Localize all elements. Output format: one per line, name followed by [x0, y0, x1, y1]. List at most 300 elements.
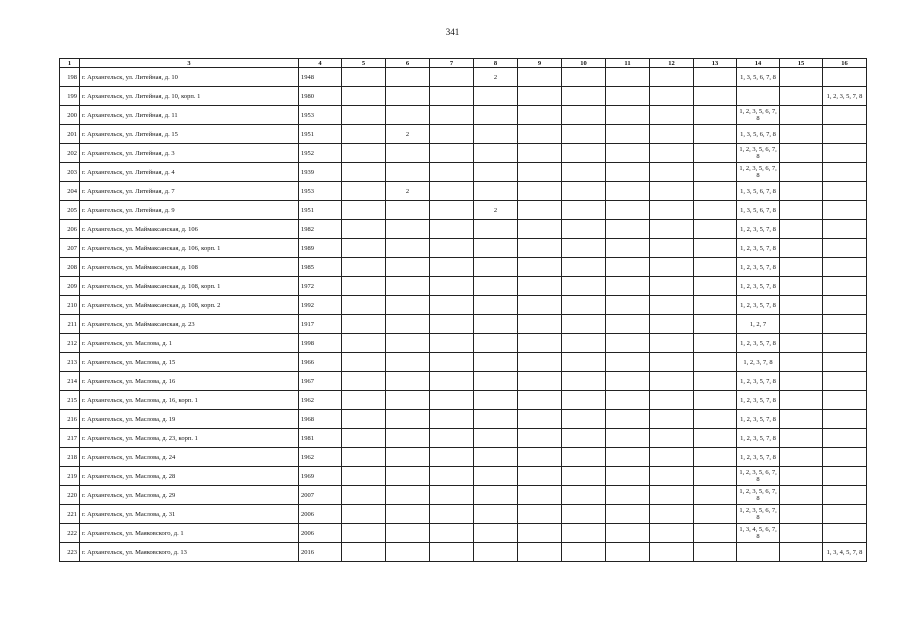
col-11-cell — [606, 448, 650, 467]
col-14-cell: 1, 3, 5, 6, 7, 8 — [737, 201, 780, 220]
col-6-cell — [386, 201, 430, 220]
col-14-cell: 1, 2, 3, 5, 7, 8 — [737, 239, 780, 258]
col-10-cell — [562, 524, 606, 543]
col-15-cell — [780, 524, 823, 543]
col-16-cell: 1, 3, 4, 5, 7, 8 — [823, 543, 867, 562]
col-7-cell — [430, 258, 474, 277]
col-15-cell — [780, 68, 823, 87]
col-10-cell — [562, 334, 606, 353]
col-8-cell — [474, 182, 518, 201]
col-8-cell — [474, 486, 518, 505]
col-7-cell — [430, 68, 474, 87]
col-10-cell — [562, 505, 606, 524]
row-number-cell: 209 — [60, 277, 80, 296]
col-7-cell — [430, 239, 474, 258]
col-12-cell — [650, 87, 694, 106]
year-cell: 2006 — [299, 505, 342, 524]
year-cell: 1962 — [299, 448, 342, 467]
column-header: 6 — [386, 59, 430, 68]
col-5-cell — [342, 182, 386, 201]
col-13-cell — [694, 87, 737, 106]
col-13-cell — [694, 201, 737, 220]
column-header: 7 — [430, 59, 474, 68]
table-row — [60, 353, 867, 372]
column-header: 13 — [694, 59, 737, 68]
col-6-cell — [386, 448, 430, 467]
col-11-cell — [606, 68, 650, 87]
col-11-cell — [606, 220, 650, 239]
col-14-cell — [737, 543, 780, 562]
col-11-cell — [606, 201, 650, 220]
table-row — [60, 144, 867, 163]
col-7-cell — [430, 429, 474, 448]
col-6-cell — [386, 372, 430, 391]
col-14-cell: 1, 2, 3, 5, 7, 8 — [737, 334, 780, 353]
row-number-cell: 210 — [60, 296, 80, 315]
col-7-cell — [430, 296, 474, 315]
col-5-cell — [342, 163, 386, 182]
row-number-cell: 217 — [60, 429, 80, 448]
year-cell: 1917 — [299, 315, 342, 334]
col-9-cell — [518, 220, 562, 239]
col-10-cell — [562, 429, 606, 448]
col-8-cell: 2 — [474, 68, 518, 87]
col-7-cell — [430, 353, 474, 372]
col-12-cell — [650, 505, 694, 524]
col-16-cell — [823, 220, 867, 239]
table-row — [60, 391, 867, 410]
col-14-cell: 1, 2, 3, 5, 7, 8 — [737, 429, 780, 448]
col-13-cell — [694, 467, 737, 486]
row-number-cell: 213 — [60, 353, 80, 372]
col-11-cell — [606, 486, 650, 505]
column-header: 3 — [80, 59, 299, 68]
col-11-cell — [606, 372, 650, 391]
col-5-cell — [342, 239, 386, 258]
col-9-cell — [518, 505, 562, 524]
address-cell: г. Архангельск, ул. Маймаксанская, д. 108, корп. 1 — [80, 277, 299, 296]
col-8-cell — [474, 277, 518, 296]
col-15-cell — [780, 125, 823, 144]
address-cell: г. Архангельск, ул. Литейная, д. 10 — [80, 68, 299, 87]
col-16-cell — [823, 201, 867, 220]
row-number-cell: 219 — [60, 467, 80, 486]
col-9-cell — [518, 239, 562, 258]
col-9-cell — [518, 258, 562, 277]
col-13-cell — [694, 372, 737, 391]
col-13-cell — [694, 505, 737, 524]
col-7-cell — [430, 277, 474, 296]
col-6-cell — [386, 296, 430, 315]
col-9-cell — [518, 106, 562, 125]
col-13-cell — [694, 277, 737, 296]
col-9-cell — [518, 163, 562, 182]
col-9-cell — [518, 372, 562, 391]
col-13-cell — [694, 68, 737, 87]
col-16-cell — [823, 239, 867, 258]
col-13-cell — [694, 239, 737, 258]
col-13-cell — [694, 486, 737, 505]
col-15-cell — [780, 239, 823, 258]
address-cell: г. Архангельск, ул. Маслова, д. 31 — [80, 505, 299, 524]
col-16-cell — [823, 277, 867, 296]
col-5-cell — [342, 467, 386, 486]
col-8-cell — [474, 87, 518, 106]
col-6-cell — [386, 163, 430, 182]
col-15-cell — [780, 144, 823, 163]
year-cell: 1972 — [299, 277, 342, 296]
address-cell: г. Архангельск, ул. Литейная, д. 11 — [80, 106, 299, 125]
col-8-cell — [474, 239, 518, 258]
col-15-cell — [780, 163, 823, 182]
table-row — [60, 448, 867, 467]
table-row — [60, 258, 867, 277]
col-9-cell — [518, 448, 562, 467]
col-10-cell — [562, 239, 606, 258]
table-row — [60, 277, 867, 296]
col-16-cell — [823, 125, 867, 144]
address-cell: г. Архангельск, ул. Литейная, д. 15 — [80, 125, 299, 144]
col-11-cell — [606, 258, 650, 277]
col-16-cell — [823, 296, 867, 315]
page-number: 341 — [445, 27, 460, 37]
col-11-cell — [606, 182, 650, 201]
col-8-cell — [474, 372, 518, 391]
col-7-cell — [430, 524, 474, 543]
col-9-cell — [518, 296, 562, 315]
col-5-cell — [342, 334, 386, 353]
col-10-cell — [562, 410, 606, 429]
table-row — [60, 429, 867, 448]
col-12-cell — [650, 353, 694, 372]
col-7-cell — [430, 467, 474, 486]
col-6-cell — [386, 334, 430, 353]
col-14-cell: 1, 2, 3, 5, 6, 7, 8 — [737, 505, 780, 524]
col-12-cell — [650, 334, 694, 353]
column-header: 15 — [780, 59, 823, 68]
row-number-cell: 216 — [60, 410, 80, 429]
col-14-cell — [737, 87, 780, 106]
col-15-cell — [780, 429, 823, 448]
column-header: 5 — [342, 59, 386, 68]
col-10-cell — [562, 543, 606, 562]
col-11-cell — [606, 277, 650, 296]
col-7-cell — [430, 410, 474, 429]
col-10-cell — [562, 182, 606, 201]
col-11-cell — [606, 106, 650, 125]
col-14-cell: 1, 2, 3, 5, 7, 8 — [737, 296, 780, 315]
col-5-cell — [342, 277, 386, 296]
col-13-cell — [694, 182, 737, 201]
address-cell: г. Архангельск, ул. Литейная, д. 3 — [80, 144, 299, 163]
row-number-cell: 199 — [60, 87, 80, 106]
row-number-cell: 202 — [60, 144, 80, 163]
table-row — [60, 372, 867, 391]
col-7-cell — [430, 144, 474, 163]
col-15-cell — [780, 467, 823, 486]
year-cell: 1968 — [299, 410, 342, 429]
col-12-cell — [650, 429, 694, 448]
col-15-cell — [780, 258, 823, 277]
col-5-cell — [342, 87, 386, 106]
col-9-cell — [518, 486, 562, 505]
table-row — [60, 315, 867, 334]
col-13-cell — [694, 353, 737, 372]
table-row — [60, 239, 867, 258]
col-9-cell — [518, 125, 562, 144]
col-5-cell — [342, 144, 386, 163]
table-row — [60, 543, 867, 562]
address-cell: г. Архангельск, ул. Литейная, д. 9 — [80, 201, 299, 220]
address-cell: г. Архангельск, ул. Маяковского, д. 1 — [80, 524, 299, 543]
col-11-cell — [606, 505, 650, 524]
year-cell: 2007 — [299, 486, 342, 505]
address-cell: г. Архангельск, ул. Маяковского, д. 13 — [80, 543, 299, 562]
address-cell: г. Архангельск, ул. Маймаксанская, д. 23 — [80, 315, 299, 334]
col-7-cell — [430, 87, 474, 106]
col-12-cell — [650, 296, 694, 315]
col-7-cell — [430, 182, 474, 201]
col-10-cell — [562, 486, 606, 505]
table-row — [60, 68, 867, 87]
col-11-cell — [606, 410, 650, 429]
col-9-cell — [518, 410, 562, 429]
col-9-cell — [518, 543, 562, 562]
col-9-cell — [518, 144, 562, 163]
table-row — [60, 467, 867, 486]
col-14-cell: 1, 3, 5, 6, 7, 8 — [737, 182, 780, 201]
col-8-cell — [474, 353, 518, 372]
year-cell: 1952 — [299, 144, 342, 163]
address-cell: г. Архангельск, ул. Маймаксанская, д. 108 — [80, 258, 299, 277]
year-cell: 1985 — [299, 258, 342, 277]
col-9-cell — [518, 334, 562, 353]
col-5-cell — [342, 220, 386, 239]
col-6-cell — [386, 486, 430, 505]
col-12-cell — [650, 258, 694, 277]
col-11-cell — [606, 87, 650, 106]
col-11-cell — [606, 125, 650, 144]
row-number-cell: 198 — [60, 68, 80, 87]
col-7-cell — [430, 486, 474, 505]
col-12-cell — [650, 315, 694, 334]
year-cell: 1953 — [299, 182, 342, 201]
year-cell: 1966 — [299, 353, 342, 372]
col-11-cell — [606, 163, 650, 182]
col-13-cell — [694, 448, 737, 467]
year-cell: 1962 — [299, 391, 342, 410]
col-10-cell — [562, 277, 606, 296]
col-5-cell — [342, 353, 386, 372]
col-16-cell — [823, 524, 867, 543]
column-header: 16 — [823, 59, 867, 68]
col-8-cell — [474, 410, 518, 429]
col-11-cell — [606, 543, 650, 562]
col-12-cell — [650, 68, 694, 87]
col-16-cell — [823, 467, 867, 486]
col-14-cell: 1, 2, 7 — [737, 315, 780, 334]
col-10-cell — [562, 144, 606, 163]
col-11-cell — [606, 239, 650, 258]
col-14-cell: 1, 2, 3, 7, 8 — [737, 353, 780, 372]
column-header: 14 — [737, 59, 780, 68]
table-row — [60, 163, 867, 182]
address-cell: г. Архангельск, ул. Маслова, д. 24 — [80, 448, 299, 467]
year-cell: 1967 — [299, 372, 342, 391]
col-8-cell — [474, 125, 518, 144]
table-row — [60, 220, 867, 239]
col-5-cell — [342, 315, 386, 334]
col-15-cell — [780, 201, 823, 220]
table-row — [60, 505, 867, 524]
year-cell: 1998 — [299, 334, 342, 353]
col-15-cell — [780, 220, 823, 239]
col-5-cell — [342, 258, 386, 277]
column-header: 4 — [299, 59, 342, 68]
col-6-cell — [386, 68, 430, 87]
col-7-cell — [430, 220, 474, 239]
address-cell: г. Архангельск, ул. Маслова, д. 28 — [80, 467, 299, 486]
col-15-cell — [780, 296, 823, 315]
col-13-cell — [694, 258, 737, 277]
col-16-cell — [823, 486, 867, 505]
col-8-cell: 2 — [474, 201, 518, 220]
row-number-cell: 220 — [60, 486, 80, 505]
row-number-cell: 207 — [60, 239, 80, 258]
col-15-cell — [780, 543, 823, 562]
col-15-cell — [780, 353, 823, 372]
col-15-cell — [780, 410, 823, 429]
col-10-cell — [562, 353, 606, 372]
col-6-cell — [386, 315, 430, 334]
table-row — [60, 125, 867, 144]
row-number-cell: 215 — [60, 391, 80, 410]
col-7-cell — [430, 106, 474, 125]
table-row — [60, 410, 867, 429]
col-16-cell — [823, 448, 867, 467]
col-6-cell: 2 — [386, 182, 430, 201]
col-14-cell: 1, 2, 3, 5, 6, 7, 8 — [737, 144, 780, 163]
housing-register-table — [59, 58, 867, 562]
col-8-cell — [474, 258, 518, 277]
table-row — [60, 87, 867, 106]
col-9-cell — [518, 467, 562, 486]
row-number-cell: 206 — [60, 220, 80, 239]
col-15-cell — [780, 486, 823, 505]
col-10-cell — [562, 467, 606, 486]
col-13-cell — [694, 163, 737, 182]
col-13-cell — [694, 410, 737, 429]
col-14-cell: 1, 2, 3, 5, 7, 8 — [737, 277, 780, 296]
col-14-cell: 1, 2, 3, 5, 7, 8 — [737, 391, 780, 410]
col-16-cell — [823, 144, 867, 163]
col-8-cell — [474, 163, 518, 182]
col-9-cell — [518, 87, 562, 106]
col-10-cell — [562, 68, 606, 87]
year-cell: 2006 — [299, 524, 342, 543]
col-12-cell — [650, 106, 694, 125]
col-8-cell — [474, 106, 518, 125]
year-cell: 1981 — [299, 429, 342, 448]
col-11-cell — [606, 144, 650, 163]
row-number-cell: 200 — [60, 106, 80, 125]
address-cell: г. Архангельск, ул. Маслова, д. 16, корп. 1 — [80, 391, 299, 410]
col-7-cell — [430, 505, 474, 524]
col-11-cell — [606, 429, 650, 448]
col-11-cell — [606, 391, 650, 410]
col-12-cell — [650, 163, 694, 182]
col-10-cell — [562, 391, 606, 410]
col-14-cell: 1, 2, 3, 5, 7, 8 — [737, 220, 780, 239]
year-cell: 1939 — [299, 163, 342, 182]
address-cell: г. Архангельск, ул. Маслова, д. 1 — [80, 334, 299, 353]
col-15-cell — [780, 391, 823, 410]
col-10-cell — [562, 315, 606, 334]
column-header: 9 — [518, 59, 562, 68]
col-13-cell — [694, 220, 737, 239]
col-6-cell — [386, 467, 430, 486]
col-13-cell — [694, 144, 737, 163]
address-cell: г. Архангельск, ул. Маслова, д. 15 — [80, 353, 299, 372]
col-14-cell: 1, 3, 5, 6, 7, 8 — [737, 68, 780, 87]
col-16-cell — [823, 315, 867, 334]
col-6-cell — [386, 106, 430, 125]
col-7-cell — [430, 315, 474, 334]
col-12-cell — [650, 144, 694, 163]
col-15-cell — [780, 277, 823, 296]
row-number-cell: 214 — [60, 372, 80, 391]
row-number-cell: 212 — [60, 334, 80, 353]
col-8-cell — [474, 144, 518, 163]
col-14-cell: 1, 3, 5, 6, 7, 8 — [737, 125, 780, 144]
col-11-cell — [606, 467, 650, 486]
col-6-cell: 2 — [386, 125, 430, 144]
col-16-cell — [823, 106, 867, 125]
col-5-cell — [342, 201, 386, 220]
col-9-cell — [518, 524, 562, 543]
row-number-cell: 218 — [60, 448, 80, 467]
year-cell: 1951 — [299, 201, 342, 220]
table-header-row — [60, 59, 867, 68]
col-7-cell — [430, 391, 474, 410]
row-number-cell: 201 — [60, 125, 80, 144]
col-7-cell — [430, 543, 474, 562]
col-10-cell — [562, 448, 606, 467]
row-number-cell: 221 — [60, 505, 80, 524]
col-8-cell — [474, 391, 518, 410]
col-12-cell — [650, 239, 694, 258]
col-5-cell — [342, 372, 386, 391]
col-13-cell — [694, 429, 737, 448]
col-6-cell — [386, 353, 430, 372]
col-16-cell — [823, 410, 867, 429]
col-15-cell — [780, 448, 823, 467]
col-8-cell — [474, 296, 518, 315]
col-15-cell — [780, 505, 823, 524]
column-header: 12 — [650, 59, 694, 68]
col-8-cell — [474, 543, 518, 562]
col-5-cell — [342, 505, 386, 524]
col-16-cell — [823, 391, 867, 410]
col-16-cell — [823, 182, 867, 201]
year-cell: 1992 — [299, 296, 342, 315]
col-13-cell — [694, 391, 737, 410]
col-7-cell — [430, 125, 474, 144]
col-11-cell — [606, 334, 650, 353]
col-6-cell — [386, 505, 430, 524]
col-14-cell: 1, 2, 3, 5, 6, 7, 8 — [737, 467, 780, 486]
col-6-cell — [386, 524, 430, 543]
